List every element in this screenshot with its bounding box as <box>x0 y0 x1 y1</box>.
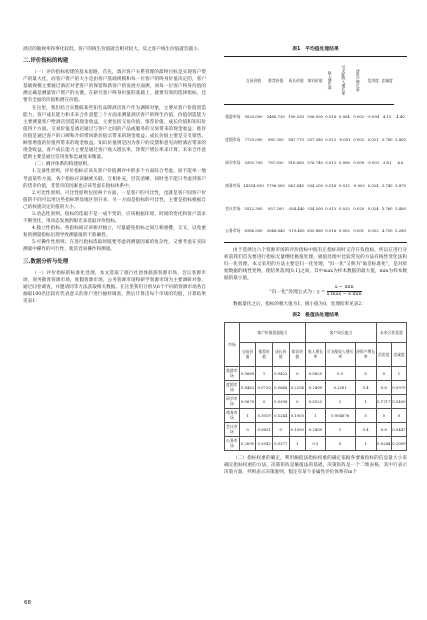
table-cell: 商务市场 <box>226 410 238 421</box>
table-cell: 0.1717 <box>376 394 391 408</box>
table-cell: 0 <box>355 408 376 422</box>
section-heading-2: 二.评价指标的构建 <box>23 58 69 65</box>
table-cell: 0 <box>391 408 406 422</box>
table2-subheader: 知识价值 <box>289 342 306 366</box>
table1-header: 知识价值 <box>306 57 324 105</box>
table-cell: 0.5508 <box>272 394 289 408</box>
table1-header: 收入增长率 <box>324 57 337 105</box>
table-cell: 0.021 <box>367 136 379 142</box>
table-cell: 0 <box>289 366 306 380</box>
table-row <box>224 220 407 243</box>
table-cell: 0 <box>355 366 376 380</box>
table-row <box>225 394 407 408</box>
left-column <box>23 46 206 305</box>
table-cell: 916.680 <box>288 159 304 165</box>
paragraph: 4.独立性指标。各指标间应该相对独立，尽量避免指标之间互相重叠，交叉，以免重复的测量指标出现导致测量值的不准确性。 <box>23 226 206 239</box>
paragraph: （二）指标权重的确定。利用熵值法指标权重的确定依据各要素指标的信息量大小来确定指标权重的方法，决策矩阵是熵值法的基础，决策矩阵是一个二维表格，其中行表示决策方案，列则表示决策准则，假定有某个多属性评价体系有m个 <box>224 455 407 475</box>
table-cell: 0.009 <box>353 159 365 165</box>
table-cell: 0.2695 <box>239 436 256 450</box>
table-cell: 度假市场 <box>226 382 238 393</box>
table-row <box>224 174 407 197</box>
table2-corner-header: 市场 <box>225 322 240 366</box>
normalization-formula <box>224 285 407 298</box>
table-cell: 旅游市场 <box>226 368 238 379</box>
table-cell: 0.0975 <box>391 380 406 394</box>
table-row <box>224 197 407 220</box>
table-cell: 0.0670 <box>239 394 256 408</box>
table-cell: 0.024 <box>367 182 379 188</box>
table-cell: 3.470 <box>395 182 406 188</box>
table-cell: 556.000 <box>307 113 323 119</box>
table1-header: 可支配收入增长率 <box>337 57 351 105</box>
table2-subheader: 交易价值 <box>239 342 256 366</box>
table-cell: 0.002 <box>338 228 350 234</box>
table-cell: 0 <box>325 436 355 450</box>
table-cell: 1 <box>355 394 376 408</box>
table-cell: 1 <box>355 436 376 450</box>
table-cell: 635.860 <box>307 228 323 234</box>
table-cell: 0.2099 <box>391 436 406 450</box>
table-cell: 旅游市场 <box>225 113 241 119</box>
table-cell: 0.4 <box>355 422 376 436</box>
table-cell: 0.020 <box>353 205 365 211</box>
paragraph: 数据量化之后，指标的极大值为1，极小值为0，处理结果见表2： <box>233 302 366 308</box>
table-cell: 度假市场 <box>225 136 241 142</box>
paragraph: （一）评价指标的标准化处理，本文选取了旅行社团体旅游客源市场，会议客源市场，商务散客客源市场，度假客源市场，公务客源市场和研学客源市场为主要调研对象，通过问卷调查，并邀请同等方法获取相关数据。在这里我们分别从6个不同的客源市场各自抽取100名比较有代表意义的客户进行抽样调查，然后计算出每个市场的均值，计算结果见表1： <box>23 270 206 304</box>
table-cell: 0 <box>376 366 391 380</box>
table1-header: 成长价值 <box>286 57 306 105</box>
table-cell: 4.6 <box>397 159 404 165</box>
table-cell: 0.8 <box>376 380 391 394</box>
table-cell: 0.001 <box>353 228 365 234</box>
table-cell: 0.4462 <box>239 380 256 394</box>
table-cell: 0.5943 <box>256 436 273 450</box>
table-cell: 1 <box>391 366 406 380</box>
table-row <box>224 128 407 151</box>
table-cell: 1796.500 <box>266 182 285 188</box>
section-heading-3: 三.数据分析与处理 <box>23 258 69 265</box>
table1-header: 信用度 <box>366 57 380 105</box>
formula-fraction <box>327 285 362 298</box>
table-cell: 981.300 <box>267 136 284 142</box>
table2-subheader: 信用度 <box>376 342 391 366</box>
table1-mean-values <box>224 56 407 243</box>
table-cell: 3.81 <box>382 159 392 165</box>
table-cell: 公务市场 <box>225 228 241 234</box>
table-cell: 0.024 <box>367 205 379 211</box>
paragraph: 3.动态性原则。指标的选取不是一成不变的，应该根据环境、时间的变化和客户需求不断变化，用动态发展的眼光来选取评价指标。 <box>23 211 206 225</box>
table-row <box>225 408 407 422</box>
table-cell: 0.0377 <box>272 436 289 450</box>
table-cell: 0.4 <box>355 380 376 394</box>
table-row <box>224 151 407 174</box>
table-cell: 0 <box>256 394 273 408</box>
table-cell: 3.460 <box>395 205 406 211</box>
table-cell: 0.002 <box>353 136 365 142</box>
table-cell: 6186.500 <box>244 228 263 234</box>
formula-denominator: x max − x min <box>326 292 362 298</box>
table-cell: -119.400 <box>287 228 305 234</box>
table-cell: -0.002 <box>352 182 365 188</box>
table-cell: -0.001 <box>338 136 351 142</box>
table-row <box>224 105 407 128</box>
table2-subheader: 忠诚度 <box>391 342 406 366</box>
table-cell: 0.016 <box>325 228 337 234</box>
table-cell: 0.8 <box>376 422 391 436</box>
table2-caption: 表2 极值法处理结果 <box>292 312 339 318</box>
table-cell: 0.0631 <box>256 422 273 436</box>
table-cell: 0 <box>239 422 256 436</box>
table-cell: 957.200 <box>267 205 284 211</box>
table-cell: 7725.000 <box>244 136 263 142</box>
paragraph: 5.可操作性原则。在进行指标选取时既要考虑到测量因素的复杂性，又要考虑在实际测量中操作的可行性，使其容易操作和测量。 <box>23 240 206 253</box>
table2-subheader: 成长价值 <box>272 342 289 366</box>
table-cell: 公务市场 <box>226 438 238 449</box>
table-cell: 0.2499 <box>306 422 326 436</box>
table1-header: 交易价值 <box>242 57 266 105</box>
paragraph: （一）评价指标构建的基本思路，首先，酒店客户关系管理的最终目标是实现客户资产的最大化，而客户资产的大小是由客户基础规模和每一位客户的终身价值决定的，客户基础规模主要通过酒店对老客户的保留和新客户的发展方面测，而每一位客户终身价值的测定确是测量客户资产的关键。在研究客户终身价值的基础上，就要有效的选择指标，还要有全面的价值和潜在价值。 <box>23 70 206 104</box>
table-cell: 0.006 <box>338 159 350 165</box>
table2-group-header: 客户价值创造能力 <box>239 322 305 342</box>
intro-paragraph: 酒店的敏规率和事化较低，客户的线生价值就会相对较大，反之客户线生价值就会越小。 <box>23 47 203 52</box>
table-cell: 3466.720 <box>266 113 285 119</box>
table-cell: 3048.640 <box>266 228 285 234</box>
table-cell: 9520.000 <box>244 113 263 119</box>
paragraph: 由于选择这六个客源市场的评价指标中既有正指标同时又存在负指标，所以在进行分析前我们首先要进行指标无量纲化极值处理，极值处理中比较常见的方法有线性变化法和归一化处理，本文采用的方法主要是归一化处理，"归一化"又称为"离差标准化"，是对原始数据的线性变换，使结果落到[0,1]之间，其中max为样本数据的最大值，min为样本数据的最小值。 <box>224 248 407 282</box>
table-cell: 0.5244 <box>272 408 289 422</box>
paragraph: 在这里，我们结合实数据某些知名品牌酒店客户作为调研对象，主要从客户价值创造能力、客户成长能力和未来合作意愿三个方面来测量酒店客户的终生价值，价值创造能力主要测量客户给酒店创造的现金收益，主要包括交易价值、推荐价值、成长价值和知识价值四个方面。交易价值是酒店通过与客户之间的产品或服务的交易带来的现金收益；推荐价值是通过客户的口碑和介绍带回新价值宗带来的现金收益；成长价值主要是交叉销售、顾客增值的价值所带来的现金收益；知识价值则是因为客户的反馈和意见而给酒店带来的现金收益。客户成长能力主要是通过客户收入增长率，净资产增长率来计算；未来合作意愿则主要是通过信用度和忠诚度来衡量。 <box>23 105 206 161</box>
table2-subheader: 收入增长率 <box>306 342 326 366</box>
paragraph: 1.完备性原则，评价指标应该从客户价值测评中的多个方面综合考虑，而不能单一地考虑某些方面，各个指标应该触密关联，互相补充，层次清晰，同时也不能只考虑到客户的货币价值，非货币的因素也应该考虑在指标体系中。 <box>23 169 206 189</box>
table-cell: 0.004 <box>338 113 350 119</box>
table-cell: 0.5669 <box>239 366 256 380</box>
page-number: 68 <box>24 600 31 606</box>
table-cell: 1 <box>325 422 355 436</box>
table2-subheader: 推荐价值 <box>256 342 273 366</box>
table-cell: 0.2581 <box>325 380 355 394</box>
table-cell: 3.760 <box>381 205 393 211</box>
table-cell: 0.013 <box>325 159 337 165</box>
table-cell: -0.094 <box>367 113 380 119</box>
table-cell: 0 <box>272 422 289 436</box>
table-cell: 534.500 <box>307 205 323 211</box>
table-row <box>225 380 407 394</box>
table-cell: 0.0525 <box>306 394 326 408</box>
table2-group-header: 未来合作意愿 <box>376 322 406 342</box>
table-cell: 0.025 <box>338 205 350 211</box>
table-cell: 研学市场 <box>226 396 238 407</box>
table-cell: 190.550 <box>288 113 304 119</box>
table1-header <box>224 57 242 105</box>
table-cell: 0.5 <box>306 436 326 450</box>
table-row <box>225 366 407 380</box>
table-cell: 557.380 <box>307 136 323 142</box>
table-cell: 0.0244 <box>376 436 391 450</box>
table-cell: 3392.700 <box>244 159 263 165</box>
table-cell: 576.740 <box>307 159 323 165</box>
table-cell: 787.930 <box>267 159 284 165</box>
table-row <box>225 422 407 436</box>
table1-header: 推荐价值 <box>265 57 286 105</box>
table-cell: 0 <box>289 394 306 408</box>
table-cell: 0.016 <box>325 182 337 188</box>
table-cell: 0.016 <box>325 113 337 119</box>
table-cell: -0.001 <box>367 159 380 165</box>
table-cell: 4.40 <box>396 113 405 119</box>
table-cell: 0.0825 <box>306 366 326 380</box>
table-cell: 1 <box>239 408 256 422</box>
paragraph: （二）测评体系的构建原则。 <box>32 162 92 168</box>
paragraph: 2.可比性原则。可比性原则包括两个方面，一是客户的可比性，也就是客户间客户价值的不同可以用这些指标明显地区别开来，另一方面是指标的可比性，主要是指标根据自己的权重决定价值的大小。 <box>23 190 206 210</box>
table2-subheader: 可支配收入增长率 <box>325 342 355 366</box>
table-cell: 4.15 <box>382 113 392 119</box>
table-cell: 3.280 <box>395 228 406 234</box>
table-cell: 0.013 <box>325 136 337 142</box>
table-cell: 会议市场 <box>226 424 238 435</box>
table-cell: 861.840 <box>288 182 304 188</box>
table-cell: 0.5648 <box>272 380 289 394</box>
table-cell: 0.1050 <box>289 422 306 436</box>
table-cell: 14354.030 <box>243 182 264 188</box>
table-cell: 1 <box>306 408 326 422</box>
table-cell: 0.2499 <box>306 380 326 394</box>
right-column <box>224 46 407 476</box>
table-cell: 1 <box>289 436 306 450</box>
table-cell: 947.770 <box>288 136 304 142</box>
table-cell: 0.0720 <box>256 380 273 394</box>
table-cell: 0.3 <box>325 366 355 380</box>
table2-group-header: 客户成长能力 <box>306 322 377 342</box>
table-cell: 0.9422 <box>272 366 289 380</box>
table-cell: 0.002 <box>353 113 365 119</box>
table-cell: 4.750 <box>381 228 393 234</box>
table-cell: 0.904676 <box>325 408 355 422</box>
formula-numerator: x − min <box>327 285 362 292</box>
table-cell: 0.2204 <box>289 380 306 394</box>
table-cell: 0.0447 <box>391 422 406 436</box>
table-cell: 0 <box>376 408 391 422</box>
table-cell: 0.002 <box>367 228 379 234</box>
table1-header: 净资产增长率 <box>352 57 366 105</box>
table-cell: 会议市场 <box>225 205 241 211</box>
table-cell: 1 <box>256 366 273 380</box>
table1-header: 忠诚度 <box>380 57 394 105</box>
table-cell: 0.1003 <box>289 408 306 422</box>
table2-subheader: 净资产增长率 <box>355 342 376 366</box>
table-cell: 0.3019 <box>256 408 273 422</box>
table-cell: 3.740 <box>381 182 393 188</box>
table-cell: -284.440 <box>287 205 305 211</box>
table-cell: 0.5400 <box>391 394 406 408</box>
table-cell: 554.200 <box>307 182 323 188</box>
table-cell: 商务市场 <box>225 182 241 188</box>
table-cell: 3.780 <box>381 136 393 142</box>
table-cell: 研学市场 <box>225 159 241 165</box>
table-cell: 1 <box>325 394 355 408</box>
table-cell: 0.015 <box>325 205 337 211</box>
table2-normalized-values <box>224 322 407 451</box>
table1-caption: 表1 平均值处理结果 <box>292 47 339 52</box>
table-cell: 0.013 <box>338 182 350 188</box>
table-row <box>225 436 407 450</box>
formula-lhs: "归一化"处理公式为：y = <box>269 290 326 296</box>
table-cell: 5512.300 <box>244 205 263 211</box>
table-cell: 3.400 <box>395 136 406 142</box>
